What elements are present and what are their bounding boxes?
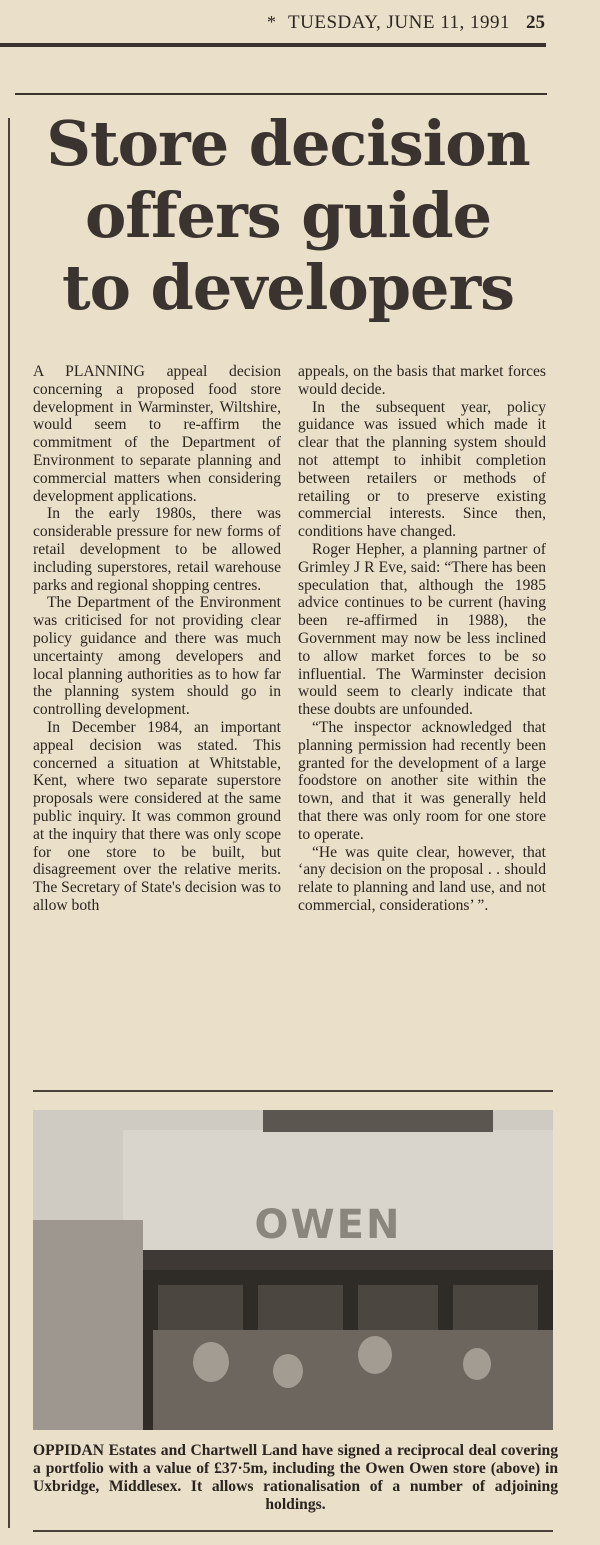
paragraph: “He was quite clear, however, that ‘any decision on the proposal . . should relate to planning and land use, and not commercial, considerations’ ”. [298,843,546,914]
pedestrian-head [358,1336,392,1374]
store-photo [33,1110,553,1430]
article-top-rule [15,93,547,95]
pedestrian-head [463,1348,491,1380]
paragraph: In the early 1980s, there was considerable pressure for new forms of retail development to be allowed including superstores, retail warehouse parks and regional shopping centres. [33,505,281,594]
headline-line-3: to developers [61,251,515,324]
paragraph: The Department of the Environment was criticised for not providing clear policy guidance and there was much uncertainty among developers and local planning authorities as to how far the planning system should go in controlling development. [33,594,281,719]
column-divider-left [8,118,10,1528]
paragraph: In the subsequent year, policy guidance was issued which made it clear that the planning system should not attempt to inhibit completion between retailers or methods of retailing or to preserve existing commercial interests. Since then, conditions have changed. [298,398,546,541]
upper-windows [263,1110,493,1132]
article-column-2 [298,363,546,915]
pedestrian-head [193,1342,229,1382]
paragraph: A PLANNING appeal decision concerning a proposed food store development in Warminster, Wiltshire, would seem to re-affirm the commitment of the Department of Environment to separate planning and commercial matters when considering development applications. [33,363,281,505]
headline [18,108,558,324]
bottom-rule [33,1530,553,1532]
photo-caption: OPPIDAN Estates and Chartwell Land have signed a reciprocal deal covering a portfolio with a value of £37·5m, including the Owen Owen store (above) in Uxbridge, Middlesex. It allows rationalisation of a number of adjoining holdings. [33,1442,558,1513]
headline-line-1: Store decision [46,107,530,180]
paragraph: Roger Hepher, a planning partner of Grimley J R Eve, said: “There has been speculation that, although the 1985 advice continues to be current (having been re-affirmed in 1988), the Government may now be less inclined to allow market forces to be so influential. The Warminster decision would seem to clearly indicate that these doubts are unfounded. [298,540,546,719]
store-sign: OWEN [254,1202,402,1248]
store-canopy [143,1250,553,1270]
masthead-date: TUESDAY, JUNE 11, 1991 [288,12,510,33]
headline-line-2: offers guide [84,179,492,252]
page-number: 25 [526,12,545,33]
masthead [210,12,545,40]
paragraph: “The inspector acknowledged that planning permission had recently been granted for the development of a large foodstore on another site within the town, and that it was generally held that there was only room for one store to operate. [298,718,546,843]
pedestrian-head [273,1354,303,1388]
photo-top-rule [33,1090,553,1092]
paragraph: appeals, on the basis that market forces would decide. [298,363,546,398]
masthead-rule [0,43,546,47]
article-column-1 [33,363,281,915]
masthead-star: * [267,12,277,32]
paragraph: In December 1984, an important appeal decision was stated. This concerned a situation at Whitstable, Kent, where two separate superstore proposals were considered at the same public inquiry. It was common ground at the inquiry that there was only scope for one store to be built, but disagreement over the relative merits. The Secretary of State's decision was to allow both [33,718,281,914]
building-pillar [33,1220,143,1430]
